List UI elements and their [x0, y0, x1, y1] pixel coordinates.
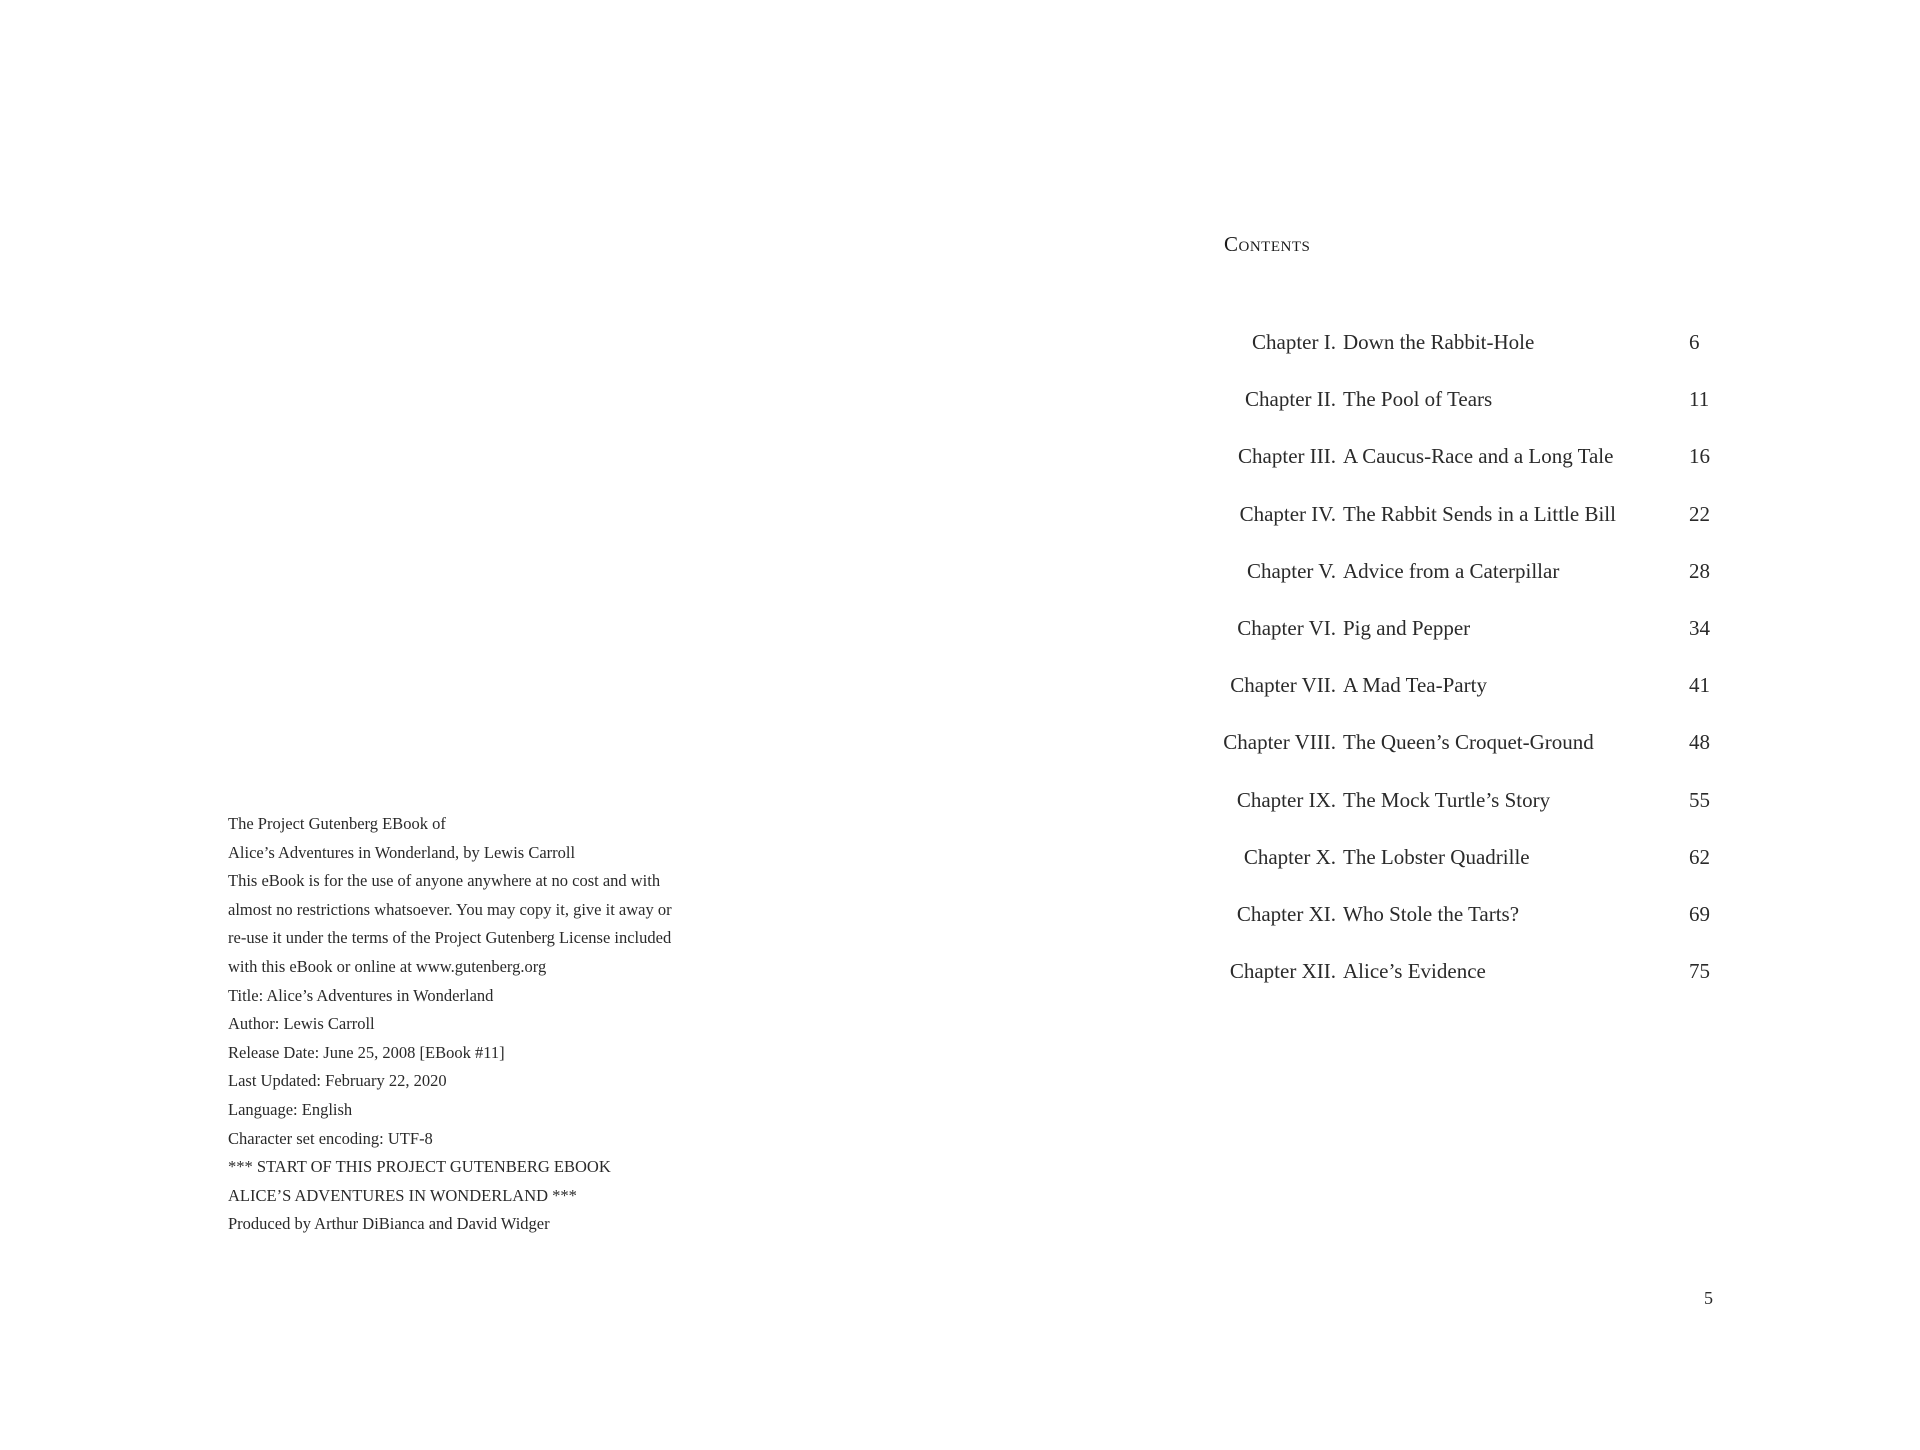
toc-chapter-label: Chapter XI. [1236, 901, 1336, 926]
toc-chapter-label: Chapter X. [1243, 844, 1336, 869]
toc-page-number: 16 [1689, 444, 1710, 469]
toc-entry [1100, 788, 1720, 845]
colophon-line: Title: Alice’s Adventures in Wonderland [228, 985, 494, 1005]
toc-chapter-label: Chapter VII. [1230, 673, 1336, 698]
toc-chapter-title: Down the Rabbit-Hole [1343, 330, 1535, 354]
colophon-line: *** START OF THIS PROJECT GUTENBERG EBOOK [228, 1157, 611, 1177]
toc-chapter-label: Chapter I. [1252, 330, 1336, 354]
toc-entry [1100, 444, 1720, 501]
toc-page-number: 48 [1689, 730, 1710, 755]
colophon-line: Alice’s Adventures in Wonderland, by Lewis Carroll [228, 842, 576, 862]
colophon-line: Release Date: June 25, 2008 [EBook #11] [228, 1042, 505, 1062]
colophon-block [228, 810, 788, 1239]
toc-chapter-title: The Rabbit Sends in a Little Bill [1343, 501, 1616, 526]
colophon-line: Language: English [228, 1099, 353, 1119]
toc-chapter-label: Chapter III. [1238, 444, 1336, 469]
colophon-line: Character set encoding: UTF-8 [228, 1128, 433, 1148]
toc-page-number: 62 [1689, 844, 1710, 869]
toc-entry [1100, 330, 1720, 387]
page-number: 5 [1704, 1288, 1713, 1308]
toc-chapter-label: Chapter II. [1245, 387, 1336, 412]
colophon-line: with this eBook or online at www.gutenberg.org [228, 956, 547, 976]
toc-entry [1100, 730, 1720, 787]
toc-chapter-title: Pig and Pepper [1343, 615, 1471, 640]
toc-entry [1100, 845, 1720, 902]
contents-heading: Contents [1224, 232, 1311, 256]
colophon-line: almost no restrictions whatsoever. You may copy it, give it away or [228, 899, 672, 919]
toc-page-number: 34 [1689, 615, 1710, 640]
toc-page-number: 55 [1689, 787, 1710, 812]
colophon-line: Produced by Arthur DiBianca and David Widger [228, 1214, 550, 1234]
toc-entry [1100, 559, 1720, 616]
toc-entry [1100, 959, 1720, 1016]
colophon-line: ALICE’S ADVENTURES IN WONDERLAND *** [228, 1185, 577, 1205]
toc-chapter-title: Who Stole the Tarts? [1343, 901, 1520, 926]
toc-chapter-title: Advice from a Caterpillar [1343, 558, 1560, 583]
colophon-line: This eBook is for the use of anyone anywhere at no cost and with [228, 871, 661, 891]
toc-page-number: 75 [1689, 959, 1710, 984]
toc-entry [1100, 387, 1720, 444]
toc-chapter-label: Chapter IX. [1236, 787, 1336, 812]
colophon-line: Last Updated: February 22, 2020 [228, 1071, 447, 1091]
toc-chapter-title: The Pool of Tears [1343, 387, 1493, 412]
toc-page-number: 41 [1689, 673, 1710, 698]
toc-chapter-title: The Lobster Quadrille [1343, 844, 1530, 869]
colophon-line: Author: Lewis Carroll [228, 1014, 375, 1034]
toc-chapter-title: A Caucus-Race and a Long Tale [1343, 444, 1614, 469]
toc-page-number: 11 [1689, 387, 1710, 412]
toc-page-number: 69 [1689, 901, 1710, 926]
toc-entry [1100, 502, 1720, 559]
toc-entry [1100, 616, 1720, 673]
toc-page-number: 22 [1689, 501, 1710, 526]
colophon-line: The Project Gutenberg EBook of [228, 814, 446, 833]
toc-entry [1100, 673, 1720, 730]
toc-chapter-label: Chapter V. [1246, 558, 1336, 583]
colophon-line: re-use it under the terms of the Project Gutenberg License included [228, 928, 672, 948]
toc-chapter-title: A Mad Tea-Party [1343, 673, 1487, 698]
toc-chapter-label: Chapter XII. [1229, 959, 1336, 984]
toc-chapter-title: The Mock Turtle’s Story [1343, 787, 1551, 812]
toc-entry [1100, 902, 1720, 959]
toc-page-number: 6 [1689, 330, 1700, 354]
toc-chapter-title: Alice’s Evidence [1343, 959, 1486, 984]
toc-page-number: 28 [1689, 558, 1710, 583]
toc-chapter-label: Chapter VI. [1237, 615, 1336, 640]
table-of-contents [1100, 330, 1720, 1016]
toc-chapter-title: The Queen’s Croquet-Ground [1343, 730, 1594, 755]
toc-chapter-label: Chapter VIII. [1223, 730, 1336, 755]
toc-chapter-label: Chapter IV. [1239, 501, 1336, 526]
